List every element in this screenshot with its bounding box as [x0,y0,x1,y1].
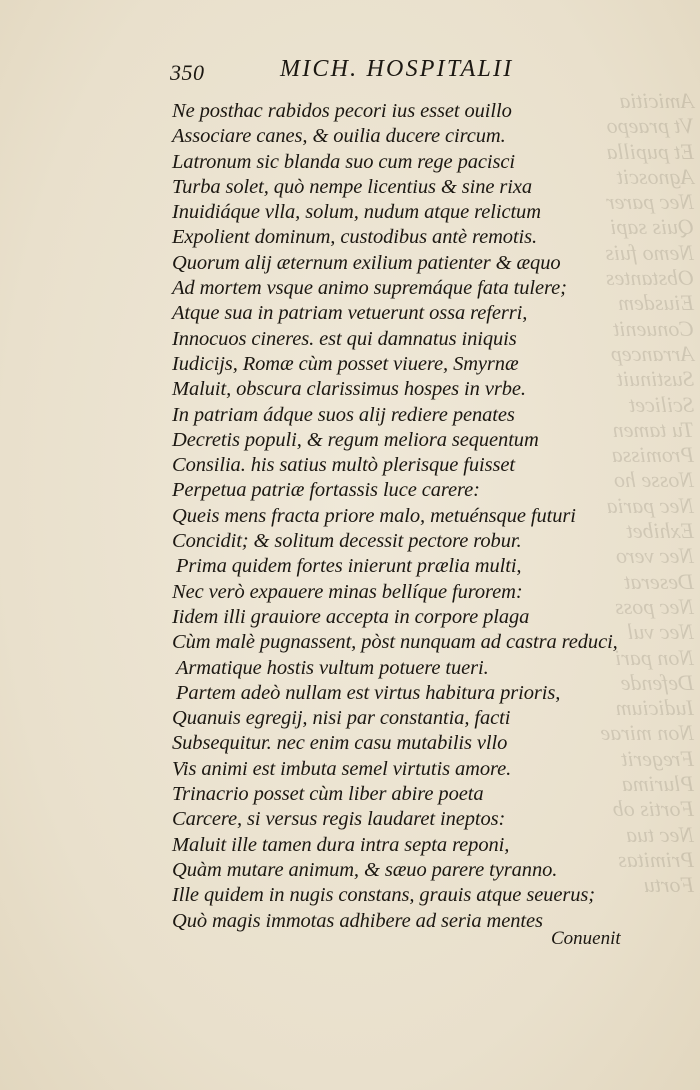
verse-text [172,99,642,934]
verse-line: Subsequitur. nec enim casu mutabilis vllo [172,732,508,755]
verse-line: Quò magis immotas adhibere ad seria mentes [172,909,543,932]
verse-line: Atque sua in patriam vetuerunt ossa referri, [172,302,528,325]
verse-line: Nec verò expauere minas bellíque furorem: [172,580,523,603]
verse-line: Ne posthac rabidos pecori ius esset ouillo [172,100,512,122]
page-number: 350 [170,60,205,85]
verse-line: Vis animi est imbuta semel virtutis amore. [172,757,512,780]
verse-line: Maluit ille tamen dura intra septa reponi, [172,833,510,856]
verse-line: Consilia. his satius multò plerisque fuisset [172,454,515,477]
verse-line: Expolient dominum, custodibus antè remotis. [172,226,538,249]
verse-line: Queis mens fracta priore malo, metuénsque futuri [172,504,576,527]
verse-line: Armatique hostis vultum potuere tueri. [176,656,489,679]
verse-line: Inuidiáque vlla, solum, nudum atque relictum [172,201,541,224]
verse-line: Decretis populi, & regum meliora sequentum [172,428,539,451]
running-head: MICH. HOSPITALII [280,56,514,82]
verse-line: Ille quidem in nugis constans, grauis atque seuerus; [172,884,595,907]
verse-line: Quanuis egregij, nisi par constantia, facti [172,707,511,730]
verse-line: Quorum alij æternum exilium patienter & æquo [172,251,561,274]
catchword: Conuenit [551,928,621,949]
verse-line: Latronum sic blanda suo cum rege pacisci [172,150,515,173]
verse-line: Turba solet, quò nempe licentius & sine rixa [172,175,533,198]
verse-line: In patriam ádque suos alij rediere penates [172,403,515,426]
verse-line: Carcere, si versus regis laudaret ineptos: [172,808,506,831]
verse-line: Trinacrio posset cùm liber abire poeta [172,783,484,806]
page-header [170,56,570,92]
verse-line: Iudicijs, Romæ cùm posset viuere, Smyrnæ [172,352,519,375]
verse-line: Associare canes, & ouilia ducere circum. [172,125,506,148]
show-through-texture: Amicitia Vt praepo Et pupilla Agnoscit Nec parer Quis sapi Nemo fuis Obstantes Eiusdem Conuenit Arrancep Sustinuit Scilicet Tu tamen Promissa Nosse ho Nec paria Exhibet Nec vero Deserat Nec poss Nec vul Non pari Defende Iudicium Non mirae Fregerit Plurima Fortis ob Nec tua Primitas Fortu [600,88,694,898]
verse-line: Iidem illi grauiore accepta in corpore plaga [172,605,530,628]
verse-line: Partem adeò nullam est virtus habitura prioris, [176,681,561,704]
verse-line: Quàm mutare animum, & sæuo parere tyranno. [172,858,558,881]
verse-line: Prima quidem fortes inierunt prælia multi, [176,555,522,578]
verse-line: Cùm malè pugnassent, pòst nunquam ad castra reduci, [172,631,618,654]
verse-line: Perpetua patriæ fortassis luce carere: [172,479,480,502]
verse-line: Ad mortem vsque animo supremáque fata tulere; [172,277,567,300]
verse-line: Innocuos cineres. est qui damnatus iniquis [172,327,517,350]
verse-line: Maluit, obscura clarissimus hospes in vrbe. [172,378,526,401]
verse-line: Concidit; & solitum decessit pectore robur. [172,530,522,553]
